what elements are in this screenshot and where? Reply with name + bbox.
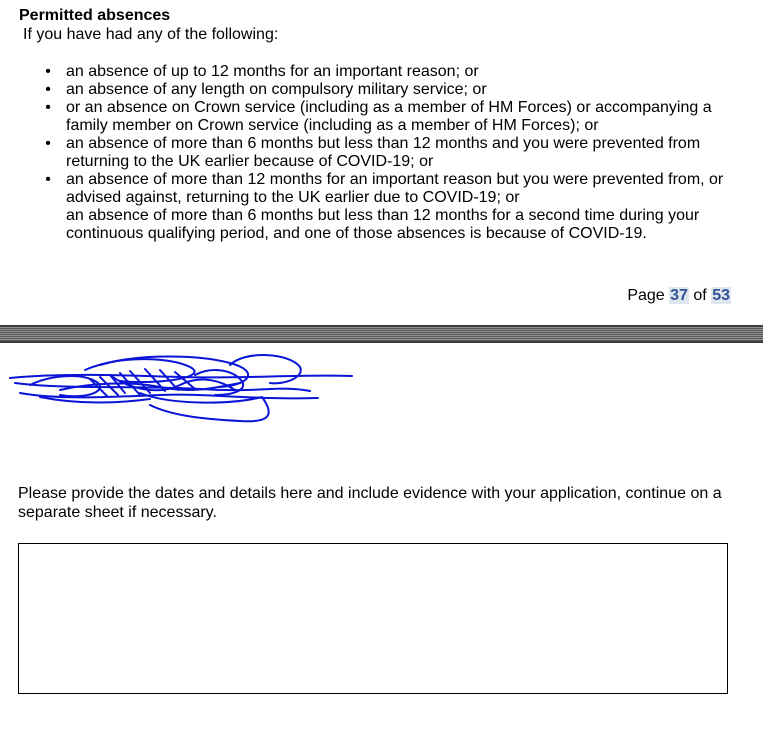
list-item-line: or an absence on Crown service (including as a member of HM Forces) or accompanying a	[66, 99, 712, 116]
list-item-line: an absence of any length on compulsory military service; or	[66, 81, 487, 98]
page-indicator	[627, 286, 731, 305]
list-item	[0, 171, 740, 243]
page-break-divider	[0, 325, 763, 343]
list-item-line: family member on Crown service (including as a member of HM Forces); or	[66, 117, 599, 134]
instructions-text: Please provide the dates and details here and include evidence with your application, continue on a separate sheet if necessary.	[18, 485, 722, 521]
current-page-number: 37	[670, 287, 688, 304]
list-item-line: an absence of more than 12 months for an important reason but you were prevented from, or	[66, 171, 724, 188]
list-item-line: an absence of up to 12 months for an important reason; or	[66, 63, 479, 80]
list-item	[0, 81, 740, 99]
section-intro: If you have had any of the following:	[23, 26, 279, 43]
bullet-icon: •	[45, 171, 51, 188]
bullet-icon: •	[45, 63, 51, 80]
list-item-line: an absence of more than 6 months but less than 12 months for a second time during your	[66, 207, 700, 224]
list-item-line: advised against, returning to the UK earlier due to COVID-19; or	[66, 189, 520, 206]
list-item-line: an absence of more than 6 months but less than 12 months and you were prevented from	[66, 135, 701, 152]
list-item-line: continuous qualifying period, and one of those absences is because of COVID-19.	[66, 225, 647, 242]
bullet-icon: •	[45, 99, 51, 116]
redaction-scribble-icon	[0, 345, 360, 430]
section-heading: Permitted absences	[19, 7, 171, 24]
page-label: Page	[627, 287, 665, 304]
absence-details-textarea[interactable]	[18, 543, 728, 694]
permitted-absences-list	[0, 63, 740, 243]
list-item	[0, 99, 740, 135]
list-item-line: returning to the UK earlier because of COVID-19; or	[66, 153, 434, 170]
list-item	[0, 63, 740, 81]
total-pages-number: 53	[712, 287, 730, 304]
list-item	[0, 135, 740, 171]
page-separator: of	[693, 287, 707, 304]
bullet-icon: •	[45, 135, 51, 152]
bullet-icon: •	[45, 81, 51, 98]
